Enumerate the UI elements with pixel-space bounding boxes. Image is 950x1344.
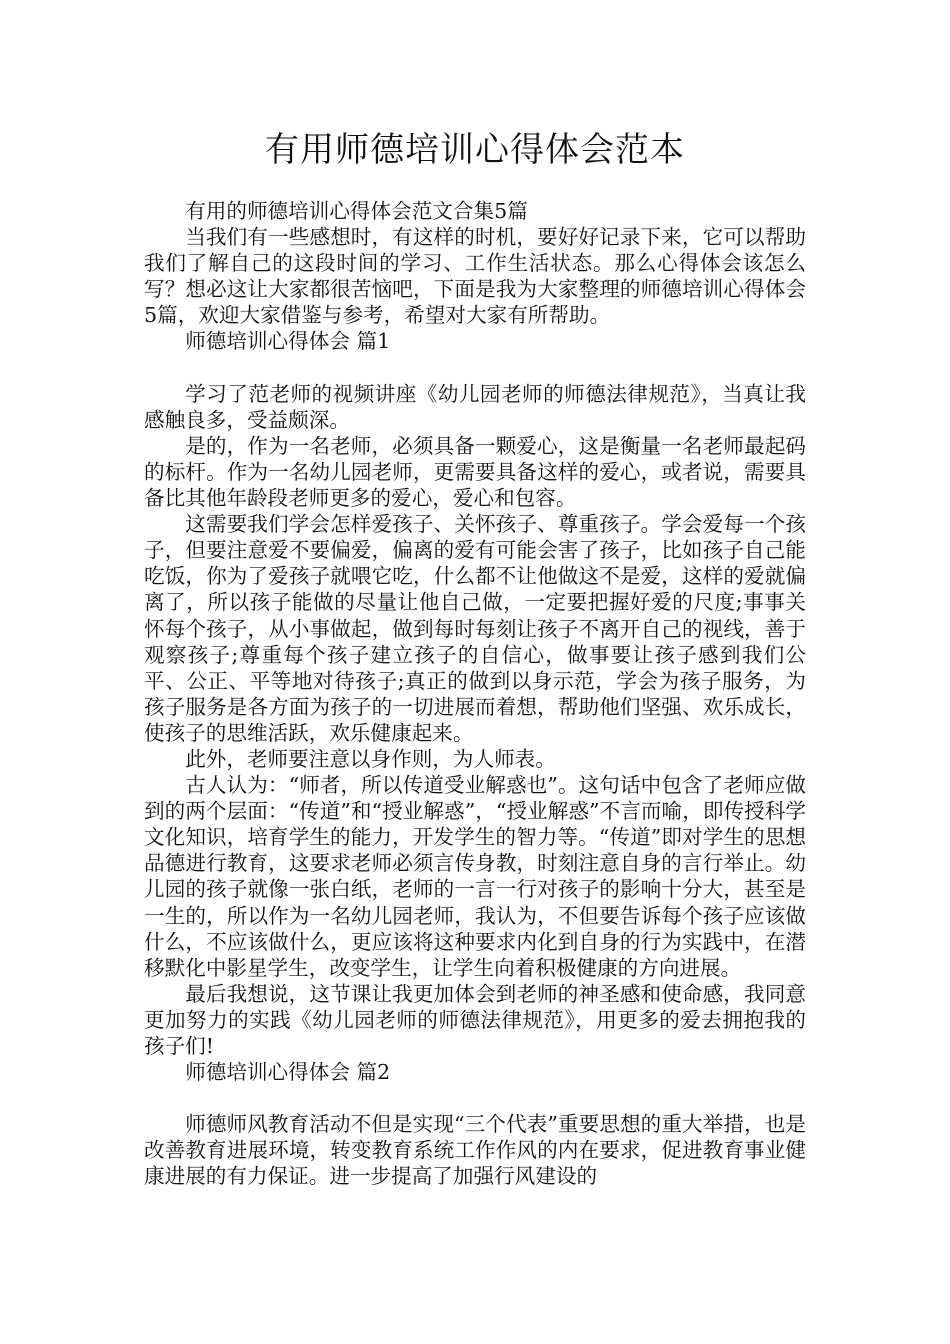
- paragraph: 当我们有一些感想时，有这样的时机，要好好记录下来，它可以帮助我们了解自己的这段时间的学习、工作生活状态。那么心得体会该怎么写？想必这让大家都很苦恼吧，下面是我为大家整理的师德培训心得体会5篇，欢迎大家借鉴与参考，希望对大家有所帮助。: [144, 225, 806, 328]
- document-title: 有用师德培训心得体会范本: [265, 130, 685, 170]
- document-body: [144, 198, 806, 1190]
- paragraph: 古人认为：“师者，所以传道受业解惑也”。这句话中包含了老师应做到的两个层面：“传道”和“授业解惑”，“授业解惑”不言而喻，即传授科学文化知识，培育学生的能力，开发学生的智力等。“传道”即对学生的思想品德进行教育，这要求老师必须言传身教，时刻注意自身的言行举止。幼儿园的孩子就像一张白纸，老师的一言一行对孩子的影响十分大，甚至是一生的，所以作为一名幼儿园老师，我认为，不但要告诉每个孩子应该做什么，不应该做什么，更应该将这种要求内化到自身的行为实践中，在潜移默化中影星学生，改变学生，让学生向着积极健康的方向进展。: [144, 773, 806, 980]
- paragraph: 这需要我们学会怎样爱孩子、关怀孩子、尊重孩子。学会爱每一个孩子，但要注意爱不要偏爱，偏离的爱有可能会害了孩子，比如孩子自己能吃饭，你为了爱孩子就喂它吃，什么都不让他做这不是爱，这样的爱就偏离了，所以孩子能做的尽量让他自己做，一定要把握好爱的尺度;事事关怀每个孩子，从小事做起，做到每时每刻让孩子不离开自己的视线，善于观察孩子;尊重每个孩子建立孩子的自信心，做事要让孩子感到我们公平、公正、平等地对待孩子;真正的做到以身示范，学会为孩子服务，为孩子服务是各方面为孩子的一切进展而着想，帮助他们坚强、欢乐成长，使孩子的思维活跃，欢乐健康起来。: [144, 512, 806, 745]
- blank-line: [144, 1085, 806, 1111]
- paragraph: 学习了范老师的视频讲座《幼儿园老师的师德法律规范》，当真让我感触良多，受益颇深。: [144, 381, 806, 432]
- paragraph: 最后我想说，这节课让我更加体会到老师的神圣感和使命感，我同意更加努力的实践《幼儿园老师的师德法律规范》，用更多的爱去拥抱我的孩子们!: [144, 981, 806, 1058]
- paragraph: 是的，作为一名老师，必须具备一颗爱心，这是衡量一名老师最起码的标杆。作为一名幼儿园老师，更需要具备这样的爱心，或者说，需要具备比其他年龄段老师更多的爱心，爱心和包容。: [144, 433, 806, 511]
- paragraph: 此外，老师要注意以身作则，为人师表。: [185, 746, 556, 771]
- section-heading: 师德培训心得体会 篇2: [185, 1060, 391, 1085]
- document-subtitle: 有用的师德培训心得体会范文合集5篇: [185, 199, 528, 223]
- blank-line: [144, 355, 806, 381]
- section-heading: 师德培训心得体会 篇1: [185, 329, 391, 354]
- paragraph: 师德师风教育活动不但是实现“三个代表”重要思想的重大举措，也是改善教育进展环境，转变教育系统工作作风的内在要求，促进教育事业健康进展的有力保证。进一步提高了加强行风建设的: [144, 1112, 806, 1189]
